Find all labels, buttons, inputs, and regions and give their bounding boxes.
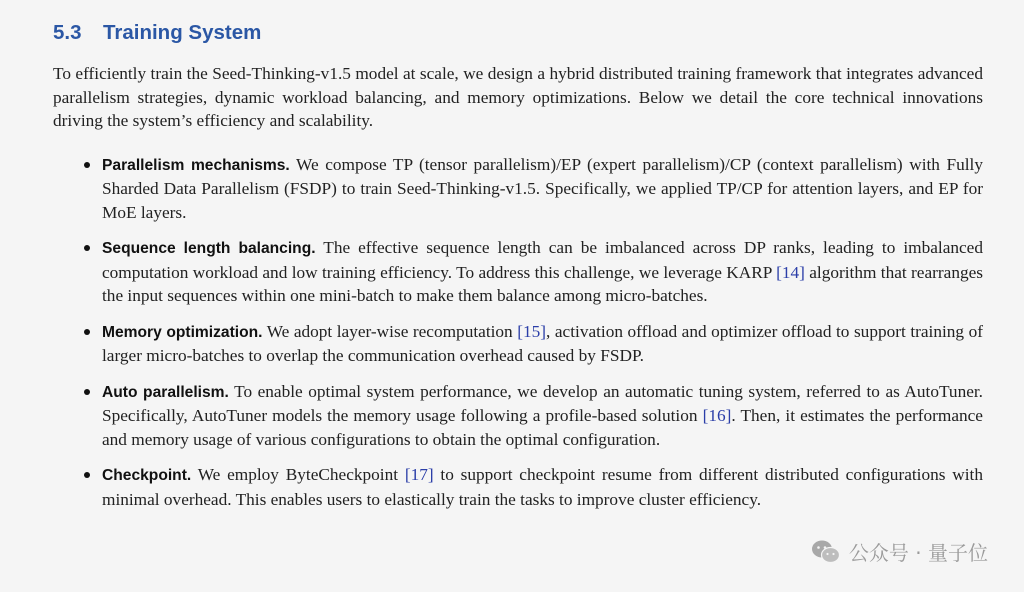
bullet-dot: [84, 245, 90, 251]
citation-link[interactable]: [15]: [517, 321, 547, 341]
bullet-text: We employ ByteCheckpoint: [191, 465, 405, 484]
wechat-icon: [811, 539, 841, 565]
watermark: [811, 537, 988, 566]
bullet-parallelism: [53, 153, 983, 225]
bullet-term: Auto parallelism.: [102, 383, 229, 401]
citation-link[interactable]: [17]: [404, 465, 434, 484]
bullet-dot: [84, 162, 90, 168]
bullet-text: algorithm that rearranges the input sequences within one mini-batch to make them balance among micro-batches.: [102, 262, 983, 305]
bullet-text: We adopt layer-wise recomputation: [262, 321, 518, 341]
bullet-auto-parallelism: [53, 380, 983, 452]
bullet-dot: [84, 472, 90, 478]
section-number: 5.3: [53, 21, 82, 44]
watermark-text: 公众号 · 量子位: [848, 541, 988, 565]
intro-paragraph: To efficiently train the Seed-Thinking-v1.5 model at scale, we design a hybrid distributed training framework that integrates advanced parallelism strategies, dynamic workload balancing, and memory optimizations. Below we detail the core technical innovations driving the system’s efficiency and scalability.: [53, 64, 983, 130]
bullet-term: Memory optimization.: [102, 323, 263, 341]
bullet-dot: [84, 329, 90, 335]
bullet-text: to support checkpoint resume from different distributed configurations with minimal overhead. This enables users to elastically train the tasks to improve cluster efficiency.: [102, 465, 983, 509]
citation-link[interactable]: [14]: [776, 262, 805, 282]
bullet-memory-optimization: [53, 320, 983, 368]
bullet-text: . Then, it estimates the performance and memory usage of various configurations to obtain the optimal configuration.: [102, 406, 983, 449]
section-title: Training System: [103, 21, 262, 44]
bullet-text: To enable optimal system performance, we develop an automatic tuning system, referred to as AutoTuner. Specifically, AutoTuner models the memory usage following a profile-based solution: [102, 381, 984, 425]
bullet-dot: [84, 389, 90, 395]
bullet-term: Checkpoint.: [102, 467, 192, 484]
bullet-term: Parallelism mechanisms.: [102, 156, 290, 174]
bullet-checkpoint: [53, 463, 983, 511]
bullet-sequence-balancing: [53, 236, 983, 308]
bullet-term: Sequence length balancing.: [102, 240, 316, 257]
bullet-list: [53, 153, 983, 512]
bullet-text: , activation offload and optimizer offload to support training of larger micro-batches to overlap the communication overhead caused by FSDP.: [102, 321, 983, 365]
bullet-text: The effective sequence length can be imbalanced across DP ranks, leading to imbalanced computation workload and low training efficiency. To address this challenge, we leverage KARP: [102, 238, 983, 282]
document-page: [53, 18, 983, 523]
bullet-text: We compose TP (tensor parallelism)/EP (expert parallelism)/CP (context parallelism) with Fully Sharded Data Parallelism (FSDP) to train Seed-Thinking-v1.5. Specifically, we applied TP/CP for attention layers, and EP for MoE layers.: [102, 154, 984, 222]
section-heading: [53, 18, 983, 48]
citation-link[interactable]: [16]: [702, 406, 732, 425]
